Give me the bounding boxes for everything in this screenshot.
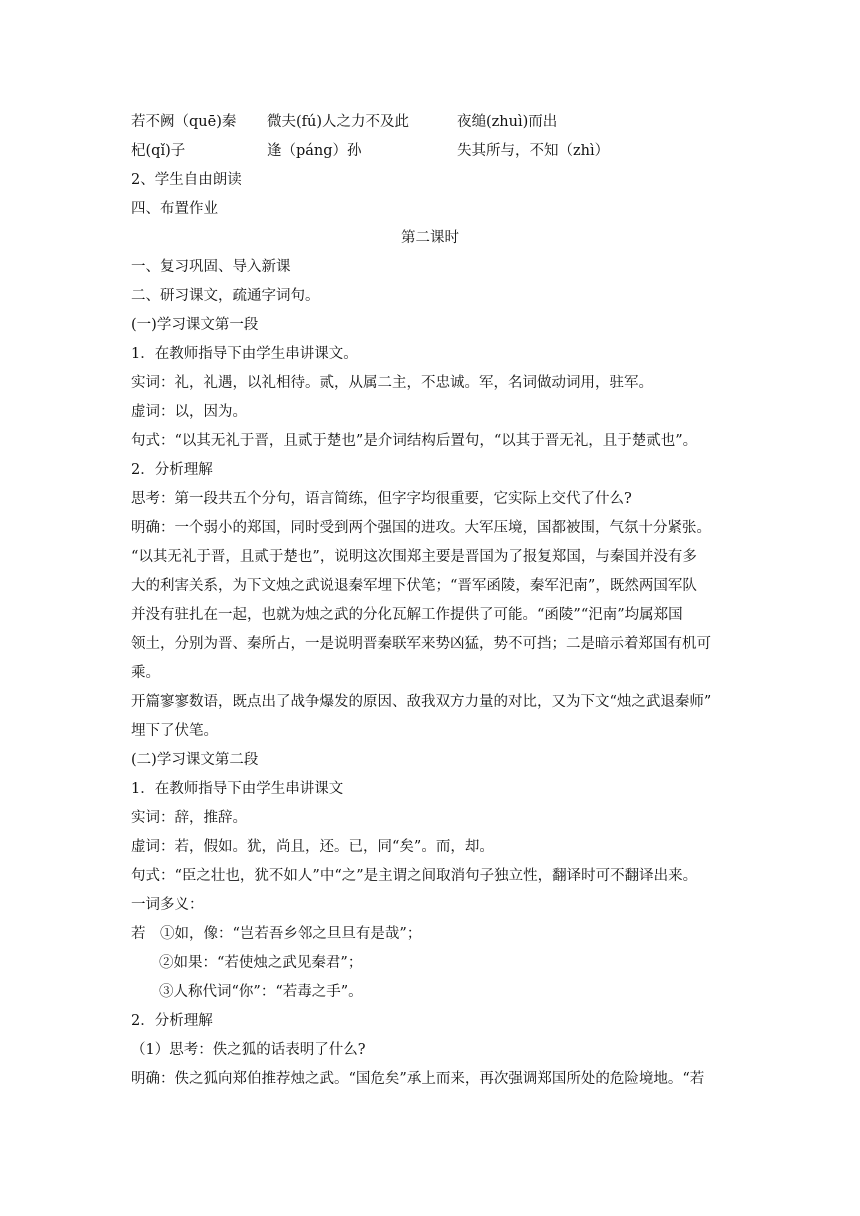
- text-line: 句式：“以其无礼于晋，且贰于楚也”是介词结构后置句，“以其于晋无礼，且于楚贰也”。: [131, 433, 698, 449]
- text-line: 若 ①如，像：“岂若吾乡邻之旦旦有是哉”；: [131, 926, 422, 942]
- section-heading: 一、复习巩固、导入新课: [131, 259, 291, 275]
- text-line: 开篇寥寥数语，既点出了战争爆发的原因、敌我双方力量的对比，又为下文“烛之武退秦师”: [131, 694, 712, 710]
- text-line: 2、学生自由朗读: [131, 172, 242, 188]
- text-line: 埋下了伏笔。: [131, 723, 218, 739]
- text-line: 2．分析理解: [131, 1013, 213, 1029]
- pron-item: 若不阙（quē)秦: [131, 114, 237, 130]
- pron-item: 杞(qǐ)子: [131, 143, 186, 159]
- subsection-heading: (二)学习课文第二段: [131, 752, 259, 768]
- text-line: 一词多义：: [131, 897, 204, 913]
- text-line: 领土，分别为晋、秦所占，一是说明晋秦联军来势凶猛，势不可挡；二是暗示着郑国有机可: [131, 636, 711, 652]
- text-line: “以其无礼于晋，且贰于楚也”，说明这次围郑主要是晋国为了报复郑国，与秦国并没有多: [131, 549, 697, 565]
- section-heading: 二、研习课文，疏通字词句。: [131, 288, 320, 304]
- text-line: 实词：辞，推辞。: [131, 810, 247, 826]
- pron-item: 逢（páng）孙: [267, 143, 362, 159]
- text-line: 大的利害关系，为下文烛之武说退秦军埋下伏笔；“晋军函陵，秦军汜南”，既然两国军队: [131, 578, 697, 594]
- text-line: ③人称代词“你”：“若毒之手”。: [159, 984, 363, 1000]
- text-line: 句式：“臣之壮也，犹不如人”中“之”是主谓之间取消句子独立性，翻译时可不翻译出来。: [131, 868, 698, 884]
- text-line: 乘。: [131, 665, 160, 681]
- text-line: 明确：一个弱小的郑国，同时受到两个强国的进攻。大军压境，国都被围，气氛十分紧张。: [131, 520, 711, 536]
- text-line: 2．分析理解: [131, 462, 213, 478]
- text-line: 思考：第一段共五个分句，语言简练，但字字均很重要，它实际上交代了什么?: [131, 491, 632, 507]
- text-line: （1）思考：佚之狐的话表明了什么?: [131, 1042, 366, 1058]
- section-heading: 四、布置作业: [131, 201, 218, 217]
- lesson-title: 第二课时: [401, 230, 459, 246]
- text-line: 1．在教师指导下由学生串讲课文。: [131, 346, 358, 362]
- text-line: 虚词：以，因为。: [131, 404, 247, 420]
- text-line: ②如果：“若使烛之武见秦君”；: [159, 955, 363, 971]
- subsection-heading: (一)学习课文第一段: [131, 317, 259, 333]
- pron-item: 微夫(fú)人之力不及此: [267, 114, 410, 130]
- text-line: 明确：佚之狐向郑伯推荐烛之武。“国危矣”承上而来，再次强调郑国所处的危险境地。“若: [131, 1071, 705, 1087]
- pron-item: 夜缒(zhuì)而出: [457, 114, 558, 130]
- text-line: 实词：礼，礼遇，以礼相待。贰，从属二主，不忠诚。军，名词做动词用，驻军。: [131, 375, 653, 391]
- text-line: 1．在教师指导下由学生串讲课文: [131, 781, 344, 797]
- text-line: 虚词：若，假如。犹，尚且，还。已，同“矣”。而，却。: [131, 839, 494, 855]
- pron-item: 失其所与，不知（zhì）: [457, 143, 610, 159]
- text-line: 并没有驻扎在一起，也就为烛之武的分化瓦解工作提供了可能。“函陵”“汜南”均属郑国: [131, 607, 683, 623]
